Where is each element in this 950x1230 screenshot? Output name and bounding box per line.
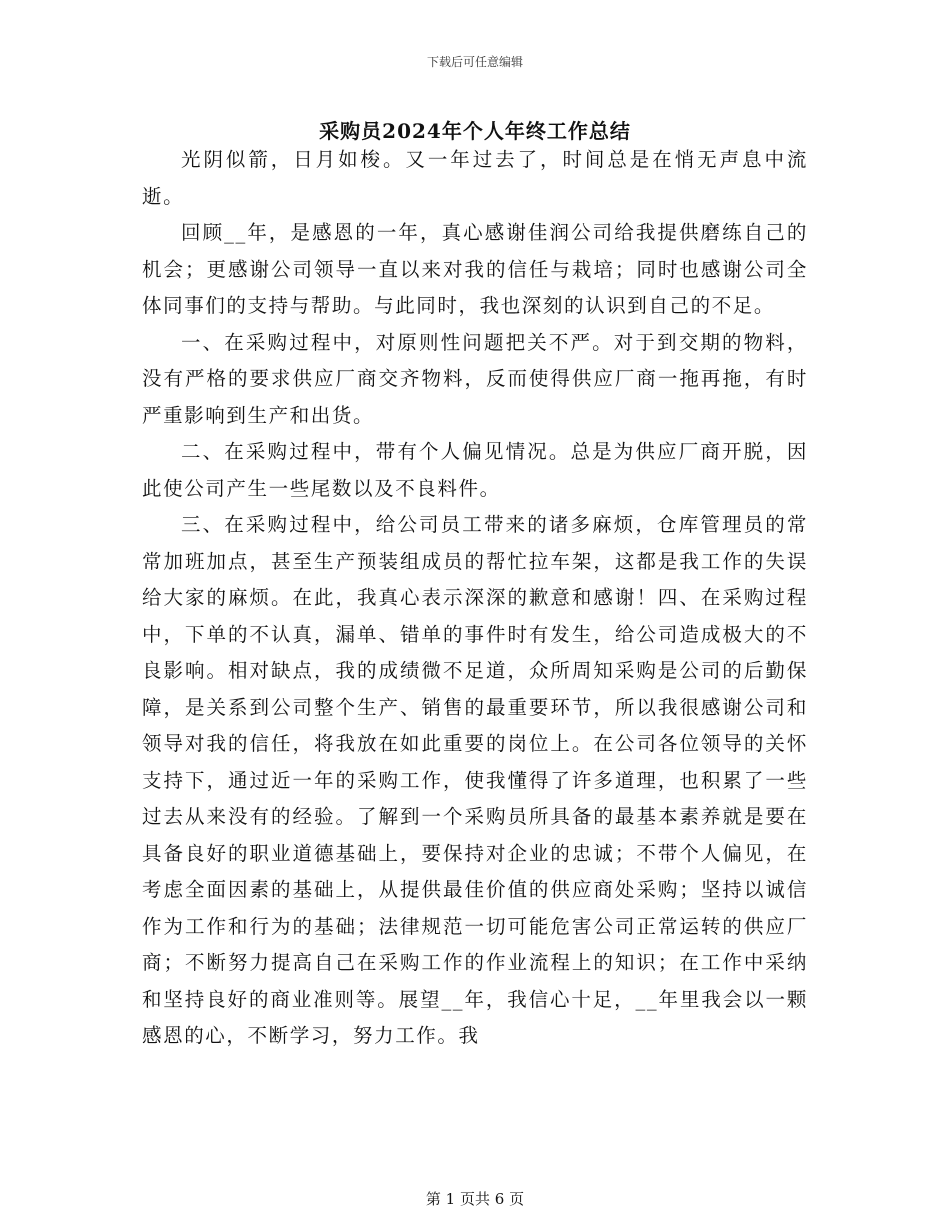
paragraph: 一、在采购过程中，对原则性问题把关不严。对于到交期的物料，没有严格的要求供应厂商交齐物料，反而使得供应厂商一拖再拖，有时严重影响到生产和出货。 xyxy=(142,330,808,427)
paragraph: 回顾__年，是感恩的一年，真心感谢佳润公司给我提供磨练自己的机会；更感谢公司领导一直以来对我的信任与栽培；同时也感谢公司全体同事们的支持与帮助。与此同时，我也深刻的认识到自己的不足。 xyxy=(142,221,808,317)
page-number-footer: 第 1 页共 6 页 xyxy=(425,1190,525,1208)
paragraph: 光阴似箭，日月如梭。又一年过去了，时间总是在悄无声息中流逝。 xyxy=(142,148,808,208)
paragraph: 三、在采购过程中，给公司员工带来的诸多麻烦，仓库管理员的常常加班加点，甚至生产预装组成员的帮忙拉车架，这都是我工作的失误给大家的麻烦。在此，我真心表示深深的歉意和感谢！四、在采购过程中，下单的不认真，漏单、错单的事件时有发生，给公司造成极大的不良影响。相对缺点，我的成绩微不足道，众所周知采购是公司的后勤保障，是关系到公司整个生产、销售的最重要环节，所以我很感谢公司和领导对我的信任，将我放在如此重要的岗位上。在公司各位领导的关怀支持下，通过近一年的采购工作，使我懂得了许多道理，也积累了一些过去从来没有的经验。了解到一个采购员所具备的最基本素养就是要在具备良好的职业道德基础上，要保持对企业的忠诚；不带个人偏见，在考虑全面因素的基础上，从提供最佳价值的供应商处采购；坚持以诚信作为工作和行为的基础；法律规范一切可能危害公司正常运转的供应厂商；不断努力提高自己在采购工作的作业流程上的知识；在工作中采纳和坚持良好的商业准则等。展望__年，我信心十足，__年里我会以一颗感恩的心，不断学习，努力工作。我 xyxy=(142,513,808,1047)
paragraph: 二、在采购过程中，带有个人偏见情况。总是为供应厂商开脱，因此使公司产生一些尾数以及不良料件。 xyxy=(142,440,808,500)
document-body xyxy=(142,142,808,1055)
document-title: 采购员2024年个人年终工作总结 xyxy=(319,119,631,143)
document-header-note: 下载后可任意编辑 xyxy=(426,55,523,69)
